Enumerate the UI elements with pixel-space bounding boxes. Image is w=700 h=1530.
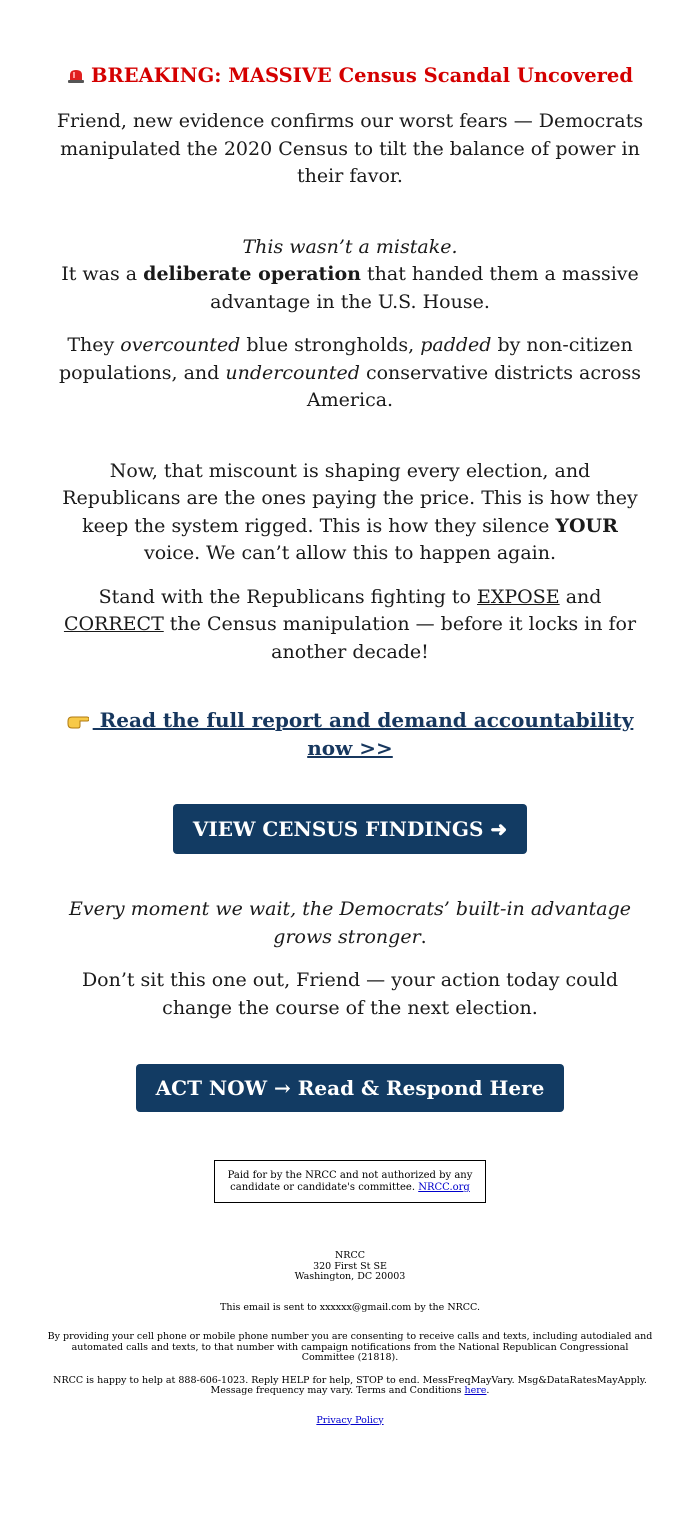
view-census-findings-button[interactable]: VIEW CENSUS FINDINGS ➜ bbox=[173, 804, 527, 854]
now-text-2: voice. We can’t allow this to happen again. bbox=[143, 542, 557, 564]
mistake-paragraph bbox=[55, 234, 645, 317]
headline-text: BREAKING: MASSIVE Census Scandal Uncovered bbox=[91, 64, 633, 87]
stand-correct: CORRECT bbox=[63, 613, 164, 635]
wait-period: . bbox=[420, 925, 427, 948]
over-text-4: conservative districts across America. bbox=[306, 361, 642, 411]
wait-paragraph bbox=[55, 896, 645, 951]
over-em-3: undercounted bbox=[225, 361, 360, 384]
overcount-paragraph bbox=[55, 332, 645, 415]
stand-text-3: the Census manipulation — before it locks in for another decade! bbox=[163, 613, 637, 663]
help-notice bbox=[47, 1376, 653, 1397]
over-text-2: blue strongholds, bbox=[240, 334, 421, 356]
over-text-3: by non-citizen populations, and bbox=[58, 334, 633, 384]
pointing-hand-icon bbox=[67, 713, 89, 729]
stand-expose: EXPOSE bbox=[477, 585, 560, 608]
now-bold: YOUR bbox=[555, 514, 618, 537]
now-text-1: Now, that miscount is shaping every election, and Republicans are the ones paying the price. This is how they keep the system rigged. This is how they silence bbox=[62, 459, 638, 537]
read-report-link[interactable] bbox=[41, 706, 659, 762]
stand-text-2: and bbox=[559, 585, 602, 608]
help-period: . bbox=[486, 1385, 490, 1396]
over-em-1: overcounted bbox=[120, 334, 241, 356]
headline bbox=[55, 62, 645, 90]
terms-link[interactable]: here bbox=[464, 1385, 487, 1396]
dont-sit-out-paragraph: Don’t sit this one out, Friend — your action today could change the course of the next election. bbox=[81, 969, 619, 1019]
miscount-paragraph bbox=[55, 458, 645, 568]
read-report-text: Read the full report and demand accountability now >> bbox=[92, 708, 634, 760]
mistake-italic: This wasn’t a mistake. bbox=[242, 235, 458, 258]
nrcc-org-link[interactable]: NRCC.org bbox=[418, 1182, 470, 1193]
act-now-button[interactable]: ACT NOW → Read & Respond Here bbox=[136, 1064, 565, 1112]
over-text-1: They bbox=[67, 334, 121, 356]
stand-paragraph bbox=[55, 584, 645, 667]
mistake-text-b: that handed them a massive advantage in the U.S. House. bbox=[210, 263, 639, 313]
email-body bbox=[47, 0, 653, 1426]
paid-for-disclaimer bbox=[214, 1160, 486, 1203]
stand-text-1: Stand with the Republicans fighting to bbox=[98, 585, 477, 608]
city-address: Washington, DC 20003 bbox=[294, 1271, 406, 1282]
street-address: 320 First St SE bbox=[313, 1260, 387, 1272]
wait-italic: Every moment we wait, the Democrats’ built-in advantage grows stronger bbox=[69, 898, 631, 948]
mailing-address bbox=[55, 1251, 645, 1283]
org-name: NRCC bbox=[334, 1250, 365, 1261]
privacy-row bbox=[55, 1416, 645, 1427]
mistake-bold: deliberate operation bbox=[143, 263, 361, 285]
paid-for-text: Paid for by the NRCC and not authorized by any candidate or candidate's committee. bbox=[227, 1170, 473, 1193]
sms-consent-notice: By providing your cell phone or mobile phone number you are consenting to receive calls and texts, including autodialed and automated calls and texts, to that number with campaign notifications from the National Republican Congressional Committee (21818). bbox=[47, 1331, 653, 1363]
mistake-text-a: It was a bbox=[61, 263, 144, 285]
sent-to-notice: This email is sent to xxxxxx@gmail.com by the NRCC. bbox=[219, 1301, 481, 1313]
help-text: NRCC is happy to help at 888-606-1023. Reply HELP for help, STOP to end. MessFreqMayVary. Msg&DataRatesMayApply. Message frequency may vary. Terms and Conditions bbox=[53, 1374, 647, 1396]
siren-icon bbox=[67, 69, 85, 83]
intro-paragraph: Friend, new evidence confirms our worst fears — Democrats manipulated the 2020 Census to tilt the balance of power in their favor. bbox=[56, 110, 644, 187]
privacy-policy-link[interactable]: Privacy Policy bbox=[316, 1414, 384, 1426]
over-em-2: padded bbox=[420, 334, 492, 356]
